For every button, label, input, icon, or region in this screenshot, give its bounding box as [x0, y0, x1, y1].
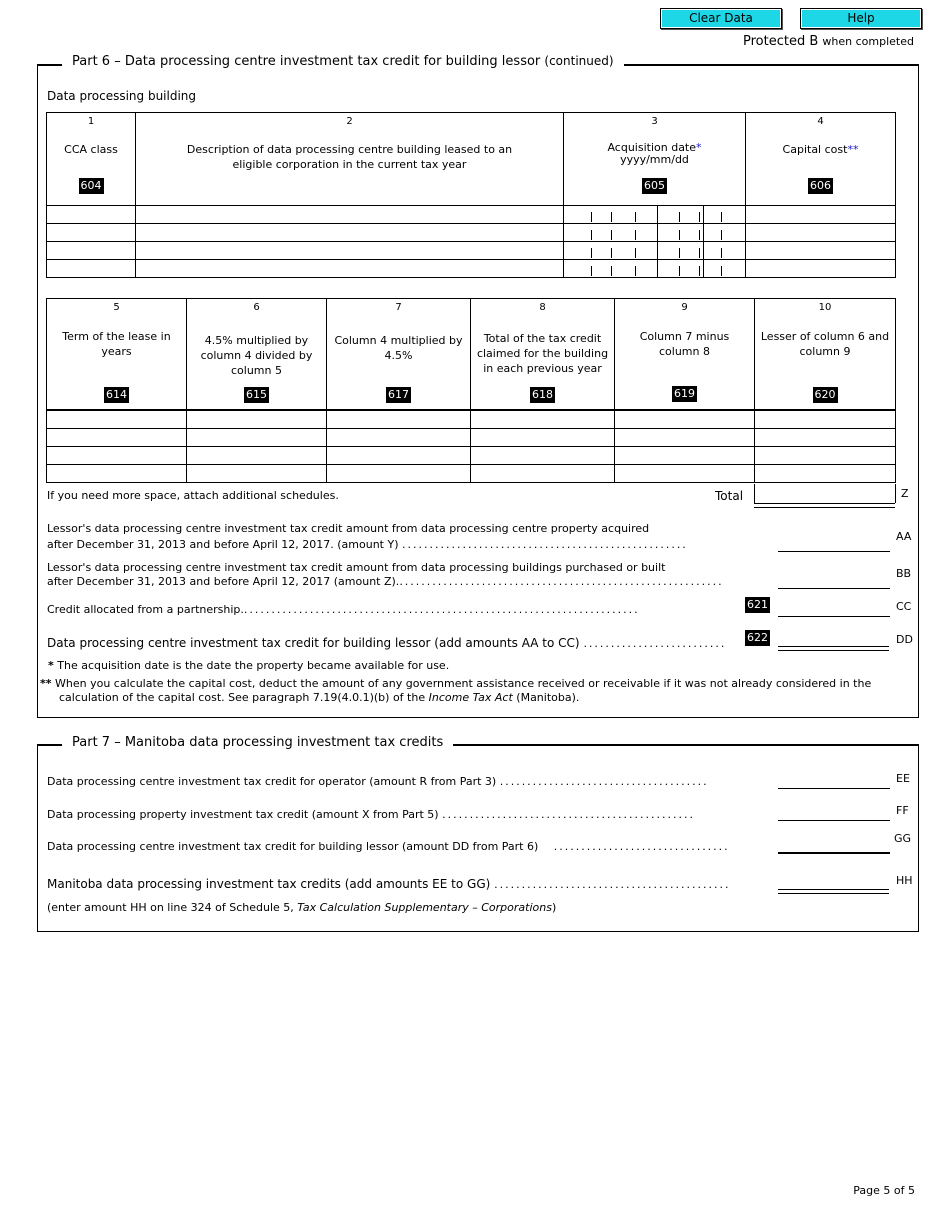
field-code-621: 621	[747, 598, 768, 611]
field-code: 605	[644, 179, 665, 192]
credit-table-header	[47, 299, 896, 410]
line-ff-input[interactable]	[778, 820, 890, 821]
line-aa-letter: AA	[896, 530, 912, 543]
description-input[interactable]	[136, 224, 564, 242]
col-number: 10	[818, 302, 832, 313]
cca-class-input[interactable]	[47, 224, 136, 242]
col-label: 4.5% multiplied by column 4 divided by column 5	[200, 334, 313, 377]
lease-term-input[interactable]	[47, 429, 187, 447]
col-label-text: Acquisition date	[607, 141, 697, 154]
col7-input[interactable]	[327, 465, 471, 483]
cca-class-input[interactable]	[47, 242, 136, 260]
col-number: 2	[346, 116, 353, 127]
capital-cost-input[interactable]	[746, 260, 896, 278]
acquisition-date-input[interactable]	[564, 206, 746, 224]
acquisition-date-input[interactable]	[564, 242, 746, 260]
col-number: 6	[253, 302, 260, 313]
lease-term-input[interactable]	[47, 447, 187, 465]
building-table-rows	[46, 205, 896, 278]
field-code: 614	[106, 388, 127, 401]
footnote-1	[48, 659, 449, 673]
line-hh-letter: HH	[896, 874, 913, 887]
footnote-2	[40, 677, 871, 691]
line-aa-text1: Lessor's data processing centre investment tax credit amount from data processing centre property acquired	[47, 522, 650, 535]
line-gg-label: Data processing centre investment tax credit for building lessor (amount DD from Part 6)	[47, 840, 539, 853]
table-row	[47, 260, 896, 278]
building-table-header	[47, 113, 896, 206]
field-code: 615	[246, 388, 267, 401]
field-code: 620	[814, 388, 836, 401]
col10-input[interactable]	[755, 429, 896, 447]
col6-input[interactable]	[187, 411, 327, 429]
col-label: Description of data processing centre building leased to an eligible corporation in the current tax year	[186, 143, 513, 171]
leader-dots: ......................................	[499, 775, 709, 788]
part6-title	[62, 54, 624, 69]
credit-table	[46, 298, 896, 410]
footnote-mark: **	[847, 143, 859, 156]
table-row	[47, 429, 896, 447]
note-start: (enter amount HH on line 324 of Schedule 5,	[47, 901, 294, 914]
col6-header	[187, 299, 327, 410]
col-number: 8	[539, 302, 546, 313]
line-ff-letter: FF	[896, 804, 909, 817]
table-row	[47, 206, 896, 224]
col-label: Column 4 multiplied by 4.5%	[334, 334, 463, 362]
line-ff-text	[47, 808, 695, 821]
leader-dots: ....................................................	[401, 538, 688, 551]
line-dd-input[interactable]	[778, 646, 889, 651]
col-number: 9	[681, 302, 688, 313]
line-gg-letter: GG	[894, 832, 912, 845]
table-row	[47, 411, 896, 429]
line-cc-text	[47, 603, 640, 616]
col10-input[interactable]	[755, 411, 896, 429]
protected-main: Protected B	[743, 34, 819, 49]
line-aa-text2	[47, 538, 688, 551]
leader-dots: ................................	[553, 840, 730, 853]
line-bb-label: after December 31, 2013 and before April 12, 2017 (amount Z).	[47, 575, 400, 588]
part6-title-suffix: (continued)	[544, 54, 614, 68]
total-label: Total	[715, 489, 744, 503]
line-cc-label: Credit allocated from a partnership.	[47, 603, 244, 616]
col1-header	[47, 113, 136, 206]
part6-subheading: Data processing building	[47, 89, 197, 103]
leader-dots: ...........................................	[494, 878, 731, 891]
acquisition-date-input[interactable]	[564, 224, 746, 242]
line-dd-text	[47, 636, 726, 650]
line-ee-label: Data processing centre investment tax credit for operator (amount R from Part 3)	[47, 775, 497, 788]
col8-input[interactable]	[471, 429, 615, 447]
line-hh-label: Manitoba data processing investment tax credits (add amounts EE to GG)	[47, 877, 491, 891]
table-row	[47, 447, 896, 465]
field-code: 606	[810, 179, 831, 192]
col-label: Column 7 minus column 8	[639, 330, 730, 358]
col10-input[interactable]	[755, 447, 896, 465]
col9-header	[615, 299, 755, 410]
footnote-2-line2	[59, 691, 579, 705]
help-button[interactable]: Help	[800, 8, 922, 29]
protected-sub: when completed	[822, 35, 914, 48]
footnote-2-text-a: When you calculate the capital cost, deduct the amount of any government assistance received or receivable if it was not already considered in the	[55, 677, 872, 690]
total-input[interactable]	[754, 484, 896, 503]
col-number: 7	[395, 302, 402, 313]
col-label: CCA class	[64, 143, 118, 156]
col2-header	[136, 113, 564, 206]
field-code: 617	[388, 388, 409, 401]
line-hh-input[interactable]	[778, 889, 889, 894]
capital-cost-input[interactable]	[746, 206, 896, 224]
part6-title-text: Part 6 – Data processing centre investment tax credit for building lessor	[72, 54, 541, 69]
building-table	[46, 112, 896, 207]
col-number: 4	[817, 116, 824, 127]
table-row	[47, 224, 896, 242]
col8-input[interactable]	[471, 411, 615, 429]
line-gg-text	[47, 840, 730, 853]
capital-cost-input[interactable]	[746, 224, 896, 242]
line-hh-note	[47, 901, 556, 914]
part7-title: Part 7 – Manitoba data processing investment tax credits	[62, 735, 453, 750]
more-space-note: If you need more space, attach additional schedules.	[47, 489, 339, 502]
schedule-5-title: Tax Calculation Supplementary – Corporations	[297, 901, 552, 914]
footnote-mark: *	[696, 141, 702, 154]
table-row	[47, 465, 896, 483]
line-aa-input[interactable]	[778, 551, 890, 552]
col-label: Lesser of column 6 and column 9	[760, 330, 890, 358]
line-dd-label: Data processing centre investment tax credit for building lessor (add amounts AA to CC)	[47, 636, 580, 650]
line-ff-label: Data processing property investment tax credit (amount X from Part 5)	[47, 808, 439, 821]
col-label: Total of the tax credit claimed for the building in each previous year	[476, 332, 609, 375]
col4-header	[746, 113, 896, 206]
description-input[interactable]	[136, 242, 564, 260]
col7-input[interactable]	[327, 411, 471, 429]
income-tax-act: Income Tax Act	[428, 691, 513, 704]
footnote-2-end: (Manitoba).	[516, 691, 580, 704]
line-hh-text	[47, 877, 731, 891]
lease-term-input[interactable]	[47, 411, 187, 429]
col9-input[interactable]	[615, 411, 755, 429]
col-number: 3	[651, 116, 658, 127]
leader-dots: ..............................................	[442, 808, 695, 821]
col-label: Term of the lease in years	[62, 330, 171, 358]
field-code: 618	[532, 388, 553, 401]
capital-cost-input[interactable]	[746, 242, 896, 260]
footnote-1-text: The acquisition date is the date the property became available for use.	[57, 659, 450, 672]
footnote-1-mark: *	[48, 659, 54, 672]
line-bb-text2	[47, 575, 724, 588]
field-code-622: 622	[747, 631, 768, 644]
line-cc-input[interactable]	[778, 616, 890, 617]
line-ee-text	[47, 775, 709, 788]
cca-class-input[interactable]	[47, 206, 136, 224]
line-bb-input[interactable]	[778, 588, 890, 589]
col9-input[interactable]	[615, 465, 755, 483]
lease-term-input[interactable]	[47, 465, 187, 483]
note-end: )	[551, 901, 557, 914]
line-ee-input[interactable]	[778, 788, 890, 789]
line-dd-letter: DD	[896, 633, 913, 646]
line-bb-text1: Lessor's data processing centre investment tax credit amount from data processing buildings purchased or built	[47, 561, 666, 574]
col9-input[interactable]	[615, 429, 755, 447]
col6-input[interactable]	[187, 447, 327, 465]
col10-input[interactable]	[755, 465, 896, 483]
col-label	[746, 142, 895, 157]
total-underline	[754, 503, 895, 508]
col8-header	[471, 299, 615, 410]
col7-input[interactable]	[327, 447, 471, 465]
page-number: Page 5 of 5	[853, 1184, 915, 1197]
col3-header	[564, 113, 746, 206]
col5-header	[47, 299, 187, 410]
cca-class-input[interactable]	[47, 260, 136, 278]
line-bb-letter: BB	[896, 567, 912, 580]
col-label	[564, 142, 745, 166]
clear-data-button[interactable]: Clear Data	[660, 8, 782, 29]
description-input[interactable]	[136, 260, 564, 278]
leader-dots: ..........................	[583, 637, 727, 650]
line-ee-letter: EE	[896, 772, 910, 785]
col10-header	[755, 299, 896, 410]
footnote-2-text-b: calculation of the capital cost. See paragraph 7.19(4.0.1)(b) of the	[59, 691, 426, 704]
footnote-2-mark: **	[40, 677, 52, 690]
credit-table-rows	[46, 410, 896, 483]
table-row	[47, 242, 896, 260]
col7-header	[327, 299, 471, 410]
line-aa-label: after December 31, 2013 and before April 12, 2017. (amount Y)	[47, 538, 399, 551]
col8-input[interactable]	[471, 465, 615, 483]
line-gg-input[interactable]	[778, 852, 890, 854]
description-input[interactable]	[136, 206, 564, 224]
field-code: 619	[674, 387, 695, 400]
col-number: 1	[87, 116, 95, 127]
col-label-text: Capital cost	[782, 143, 848, 156]
col8-input[interactable]	[471, 447, 615, 465]
total-letter: Z	[901, 487, 909, 500]
acquisition-date-input[interactable]	[564, 260, 746, 278]
field-code: 604	[80, 179, 102, 192]
leader-dots: ...........................................................	[399, 575, 724, 588]
protected-b-label	[743, 34, 914, 49]
col6-input[interactable]	[187, 429, 327, 447]
leader-dots: ........................................................................	[243, 603, 640, 616]
col7-input[interactable]	[327, 429, 471, 447]
col-number: 5	[113, 302, 120, 313]
col6-input[interactable]	[187, 465, 327, 483]
date-format: yyyy/mm/dd	[620, 153, 689, 166]
col9-input[interactable]	[615, 447, 755, 465]
line-cc-letter: CC	[896, 600, 912, 613]
